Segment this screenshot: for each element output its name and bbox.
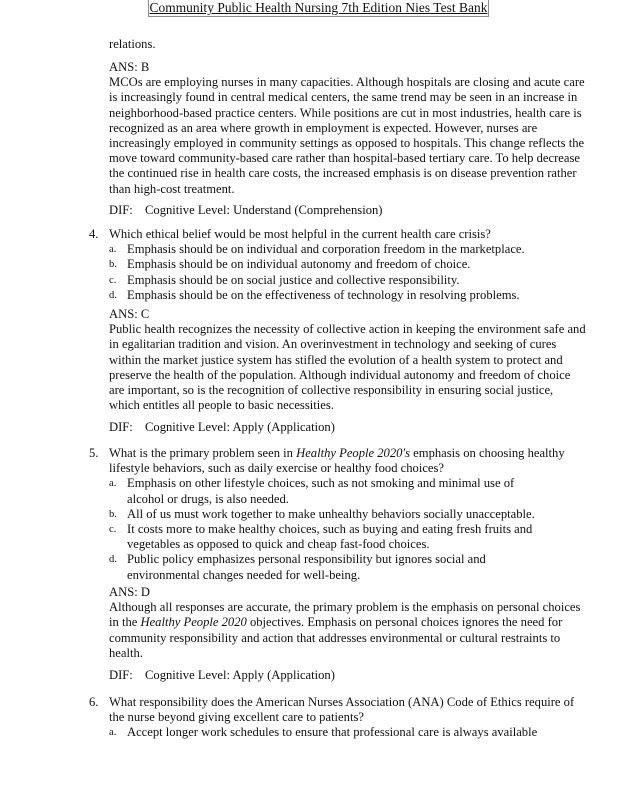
answer-label: ANS: D	[109, 585, 150, 599]
option-text: alcohol or drugs, is also needed.	[127, 491, 289, 506]
rationale-line	[109, 615, 585, 630]
q4-difficulty	[109, 420, 585, 435]
rationale-line: is increasingly found in central medical centers, the same trend may be seen in an increase in	[109, 90, 578, 105]
options-list	[109, 242, 589, 303]
option-text: Emphasis should be on individual autonomy and freedom of choice.	[127, 257, 471, 272]
option-d[interactable]	[109, 552, 589, 582]
question-text-line: Which ethical belief would be most helpful in the current health care crisis?	[109, 227, 491, 241]
option-text: Emphasis on other lifestyle choices, such as not smoking and minimal use of	[127, 476, 515, 491]
continuation-text	[109, 37, 585, 52]
rationale-line: Public health recognizes the necessity of collective action in keeping the environment safe and	[109, 322, 586, 337]
q4-answer-block	[109, 307, 585, 413]
answer-label: ANS: B	[109, 60, 150, 74]
q3-difficulty	[109, 203, 585, 218]
option-a[interactable]	[109, 725, 589, 740]
option-d[interactable]	[109, 288, 589, 303]
q5-difficulty	[109, 668, 585, 683]
dif-value: Cognitive Level: Apply (Application)	[145, 420, 335, 434]
question-6	[89, 695, 589, 741]
text-segment: objectives. Emphasis on personal choices ignores the need for	[246, 615, 563, 630]
option-b[interactable]	[109, 507, 589, 522]
dif-label: DIF:	[109, 668, 133, 682]
rationale-line: neighborhood-based practice centers. While positions are cut in most industries, health care is	[109, 105, 582, 120]
dif-value: Cognitive Level: Apply (Application)	[145, 668, 335, 682]
question-text-line: What responsibility does the American Nurses Association (ANA) Code of Ethics require of	[109, 695, 575, 709]
option-text: All of us must work together to make unhealthy behaviors socially unacceptable.	[127, 506, 535, 521]
text-segment: emphasis on choosing healthy	[410, 446, 565, 460]
option-letter: a.	[109, 244, 117, 256]
option-text: environmental changes needed for well-being.	[127, 567, 361, 582]
rationale-line: the continued rise in health care costs, the increased emphasis is on disease prevention rather	[109, 166, 577, 181]
option-text: It costs more to make healthy choices, such as buying and eating fresh fruits and	[127, 522, 533, 537]
rationale-line: than high-cost treatment.	[109, 181, 235, 196]
question-4	[89, 227, 589, 303]
option-a[interactable]	[109, 242, 589, 257]
rationale-line: health.	[109, 645, 143, 660]
option-letter: a.	[109, 727, 117, 739]
option-letter: d.	[109, 554, 117, 566]
option-letter: a.	[109, 478, 117, 490]
question-number: 5.	[89, 446, 99, 460]
rationale-line: move toward community-based care rather than hospital-based tertiary care. To help decrease	[109, 151, 580, 166]
page-header	[0, 0, 637, 17]
rationale-line: recognized as an area where growth in employment is expected. However, nurses are	[109, 120, 538, 135]
option-c[interactable]	[109, 273, 589, 288]
option-text: Public policy emphasizes personal responsibility but ignores social and	[127, 552, 486, 567]
question-number: 6.	[89, 695, 99, 709]
question-text-line: lifestyle behaviors, such as daily exercise or healthy food choices?	[109, 461, 445, 476]
question-text	[109, 446, 589, 476]
option-letter: c.	[109, 524, 117, 536]
option-text: Accept longer work schedules to ensure that professional care is always available	[127, 725, 538, 740]
option-text: Emphasis should be on individual and corporation freedom in the marketplace.	[127, 242, 525, 257]
option-letter: c.	[109, 274, 117, 286]
option-a[interactable]	[109, 476, 589, 506]
text-segment: in the	[109, 615, 141, 630]
rationale-line: preserve the health of the population. Although individual autonomy and freedom of choice	[109, 367, 571, 382]
q5-answer-block	[109, 585, 585, 661]
dif-value: Cognitive Level: Understand (Comprehension)	[145, 203, 383, 217]
question-5	[89, 446, 589, 583]
continuation-line: relations.	[109, 37, 156, 51]
italic-title: Healthy People 2020's	[296, 446, 411, 460]
option-text: Emphasis should be on the effectiveness of technology in resolving problems.	[127, 287, 520, 302]
question-text	[109, 695, 589, 725]
dif-label: DIF:	[109, 420, 133, 434]
options-list	[109, 476, 589, 582]
answer-label: ANS: C	[109, 307, 150, 321]
rationale-line: in egalitarian tradition and vision. An overinvestment in technology and seeking of cures	[109, 337, 557, 352]
dif-label: DIF:	[109, 203, 133, 217]
question-text-line: the nurse beyond giving excellent care to patients?	[109, 710, 364, 725]
question-text	[109, 227, 589, 242]
option-text: Emphasis should be on social justice and collective responsibility.	[127, 272, 460, 287]
question-text-line	[109, 446, 589, 461]
option-text: vegetables as opposed to quick and cheap fast-food choices.	[127, 537, 430, 552]
rationale-line: increasingly employed in community settings as opposed to hospitals. This change reflects the	[109, 136, 585, 151]
option-b[interactable]	[109, 257, 589, 272]
option-letter: d.	[109, 289, 117, 301]
rationale-line: which entitles all people to basic necessities.	[109, 398, 334, 413]
option-c[interactable]	[109, 522, 589, 552]
rationale-line: Although all responses are accurate, the primary problem is the emphasis on personal choices	[109, 600, 581, 615]
rationale-line: community responsibility and action that addresses environmental or cultural restraints to	[109, 630, 561, 645]
options-list	[109, 725, 589, 740]
italic-title: Healthy People 2020	[140, 615, 247, 630]
rationale-line: MCOs are employing nurses in many capacities. Although hospitals are closing and acute care	[109, 75, 585, 90]
q3-answer-block	[109, 60, 585, 197]
option-letter: b.	[109, 508, 117, 520]
option-letter: b.	[109, 259, 117, 271]
text-segment: What is the primary problem seen in	[109, 446, 297, 460]
question-number: 4.	[89, 227, 99, 241]
header-title: Community Public Health Nursing 7th Edition Nies Test Bank	[149, 0, 488, 15]
rationale-line: within the market justice system has stifled the evolution of a health system to protect and	[109, 352, 563, 367]
rationale-line: are important, so is the recognition of collective responsibility in ensuring social justice,	[109, 383, 554, 398]
